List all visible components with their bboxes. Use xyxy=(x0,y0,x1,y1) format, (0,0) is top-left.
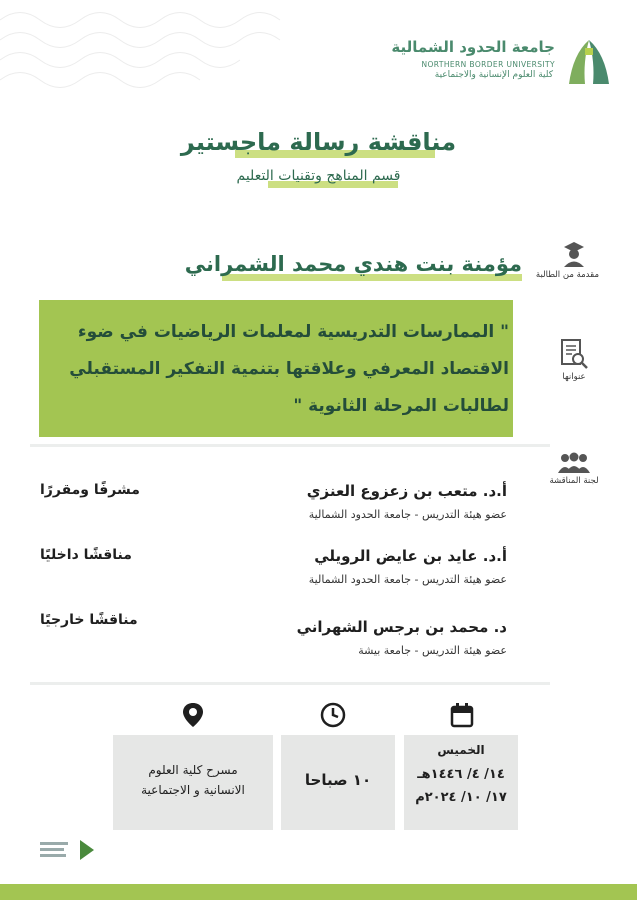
member-role: مناقشًا داخليًا xyxy=(40,547,132,563)
page-title: مناقشة رسالة ماجستير xyxy=(180,128,457,156)
member-affiliation: عضو هيئة التدريس - جامعة الحدود الشمالية xyxy=(308,508,507,521)
thesis-title-box xyxy=(39,300,599,437)
committee-member xyxy=(307,482,507,521)
thesis-label: عنوانها xyxy=(562,372,586,382)
location-box xyxy=(113,735,273,830)
member-role: مناقشًا خارجيًا xyxy=(40,612,138,628)
date-day: الخميس xyxy=(437,743,485,757)
college-name: كلية العلوم الإنسانية والاجتماعية xyxy=(434,70,553,80)
committee-label: لجنة المناقشة xyxy=(549,476,599,486)
university-name-ar: جامعة الحدود الشمالية xyxy=(391,38,555,56)
divider xyxy=(30,682,550,685)
date-box xyxy=(404,735,518,830)
member-affiliation: عضو هيئة التدريس - جامعة الحدود الشمالية xyxy=(308,573,507,586)
time-value: ١٠ صباحا xyxy=(304,771,372,789)
thesis-title xyxy=(69,314,509,425)
clock-icon xyxy=(320,702,346,728)
location-line: الانسانية و الاجتماعية xyxy=(141,783,245,797)
time-box xyxy=(281,735,395,830)
document-search-icon xyxy=(559,338,589,370)
decorative-pattern xyxy=(0,0,300,90)
graduate-icon xyxy=(560,240,588,268)
map-pin-icon xyxy=(181,702,205,728)
thesis-line: " الممارسات التدريسية لمعلمات الرياضيات في ضوء xyxy=(77,322,509,342)
date-hijri: ١٤/ ٤/ ١٤٤٦هـ xyxy=(417,767,505,782)
member-affiliation: عضو هيئة التدريس - جامعة بيشة xyxy=(358,644,507,657)
student-section-marker xyxy=(535,240,599,280)
committee-member xyxy=(297,618,507,657)
university-name-en: NORTHERN BORDER UNIVERSITY xyxy=(421,60,555,69)
committee-section-marker xyxy=(549,452,599,486)
date-gregorian: ١٧/ ١٠/ ٢٠٢٤م xyxy=(415,790,507,805)
student-label: مقدمة من الطالبة xyxy=(535,270,599,280)
location-line: مسرح كلية العلوم xyxy=(148,763,238,777)
thesis-section-marker xyxy=(549,338,599,382)
footer-logo xyxy=(40,838,96,862)
member-role: مشرفًا ومقررًا xyxy=(40,482,140,498)
group-icon xyxy=(557,452,591,474)
thesis-line: لطالبات المرحلة الثانوية " xyxy=(293,396,509,416)
footer-bar xyxy=(0,884,637,900)
student-name: مؤمنة بنت هندي محمد الشمراني xyxy=(184,252,522,276)
department-name: قسم المناهج وتقنيات التعليم xyxy=(236,168,401,184)
calendar-icon xyxy=(450,702,474,728)
thesis-line: الاقتصاد المعرفي وعلاقتها بتنمية التفكير المستقبلي xyxy=(69,359,509,379)
university-logo xyxy=(391,34,615,104)
member-name: د. محمد بن برجس الشهراني xyxy=(296,618,507,636)
member-name: أ.د. متعب بن زعزوع العنزي xyxy=(306,482,507,500)
member-name: أ.د. عايد بن عايض الرويلي xyxy=(314,547,507,565)
university-emblem-icon xyxy=(563,34,615,90)
divider xyxy=(30,444,550,447)
committee-member xyxy=(309,547,507,586)
